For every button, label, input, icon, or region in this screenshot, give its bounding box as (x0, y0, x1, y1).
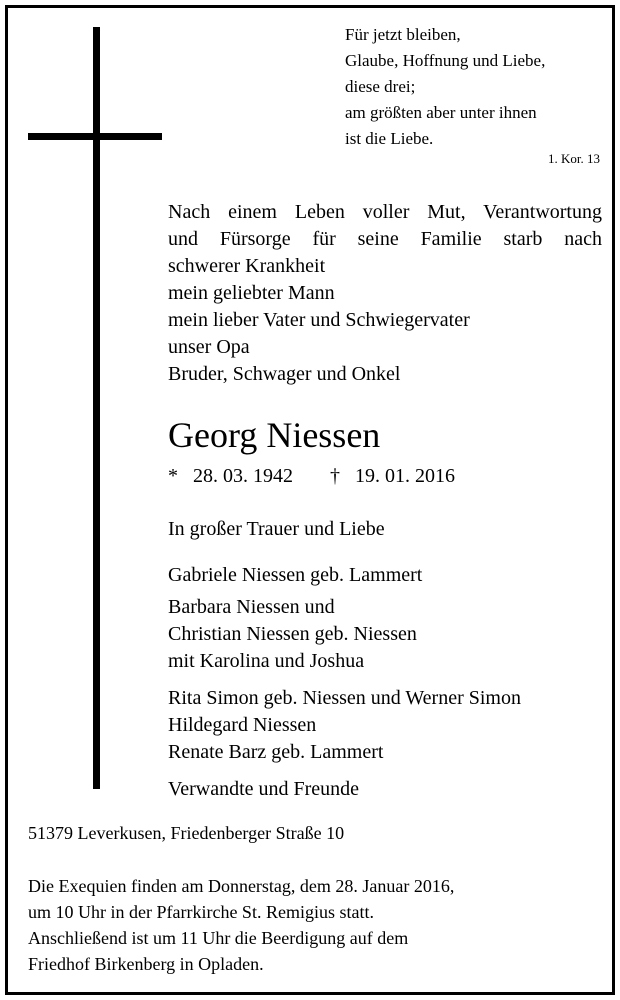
intro-line: unser Opa (168, 336, 250, 358)
funeral-info (28, 873, 454, 977)
mourner-line: Barbara Niessen und (168, 596, 335, 618)
intro-line: schwerer Krankheit (168, 255, 326, 277)
death-symbol: † (330, 465, 340, 487)
funeral-info-line: Friedhof Birkenberg in Opladen. (28, 954, 264, 974)
mourner-line: Verwandte und Freunde (168, 778, 360, 800)
verse-line: ist die Liebe. (345, 129, 434, 148)
funeral-info-line: um 10 Uhr in der Pfarrkirche St. Remigius statt. (28, 902, 374, 922)
intro-line: und Fürsorge für seine Familie starb nach (168, 228, 602, 250)
intro-text (168, 199, 602, 388)
birth-symbol: * (168, 465, 178, 487)
verse-reference: 1. Kor. 13 (548, 151, 600, 166)
mourner-line: Christian Niessen geb. Niessen (168, 623, 417, 645)
intro-line: Nach einem Leben voller Mut, Verantwortung (168, 201, 602, 223)
mourner-line: Hildegard Niessen (168, 714, 317, 736)
mourner-line: Rita Simon geb. Niessen und Werner Simon (168, 687, 521, 709)
verse-line: Für jetzt bleiben, (345, 25, 461, 44)
mourner-line: Gabriele Niessen geb. Lammert (168, 564, 423, 586)
life-dates (168, 462, 455, 490)
family-address: 51379 Leverkusen, Friedenberger Straße 10 (28, 823, 345, 843)
funeral-info-line: Anschließend ist um 11 Uhr die Beerdigung auf dem (28, 928, 409, 948)
death-date: 19. 01. 2016 (355, 465, 455, 487)
mourner-group (168, 776, 608, 803)
verse-line: diese drei; (345, 77, 416, 96)
mourner-line: Renate Barz geb. Lammert (168, 741, 384, 763)
intro-line: mein geliebter Mann (168, 282, 335, 304)
mourner-group (168, 562, 608, 589)
verse-line: Glaube, Hoffnung und Liebe, (345, 51, 546, 70)
mourner-group (168, 685, 608, 766)
intro-line: mein lieber Vater und Schwiegervater (168, 309, 470, 331)
mourner-group (168, 594, 608, 675)
cross-icon-crossbar (28, 133, 162, 140)
deceased-name: Georg Niessen (168, 415, 381, 455)
mourner-line: mit Karolina und Joshua (168, 650, 365, 672)
mourners-intro: In großer Trauer und Liebe (168, 518, 385, 540)
funeral-info-line: Die Exequien finden am Donnerstag, dem 28. Januar 2016, (28, 876, 455, 896)
birth-date: 28. 03. 1942 (193, 465, 293, 487)
intro-line: Bruder, Schwager und Onkel (168, 363, 401, 385)
verse-line: am größten aber unter ihnen (345, 103, 537, 122)
cross-icon (93, 27, 100, 789)
bible-verse (345, 22, 605, 152)
